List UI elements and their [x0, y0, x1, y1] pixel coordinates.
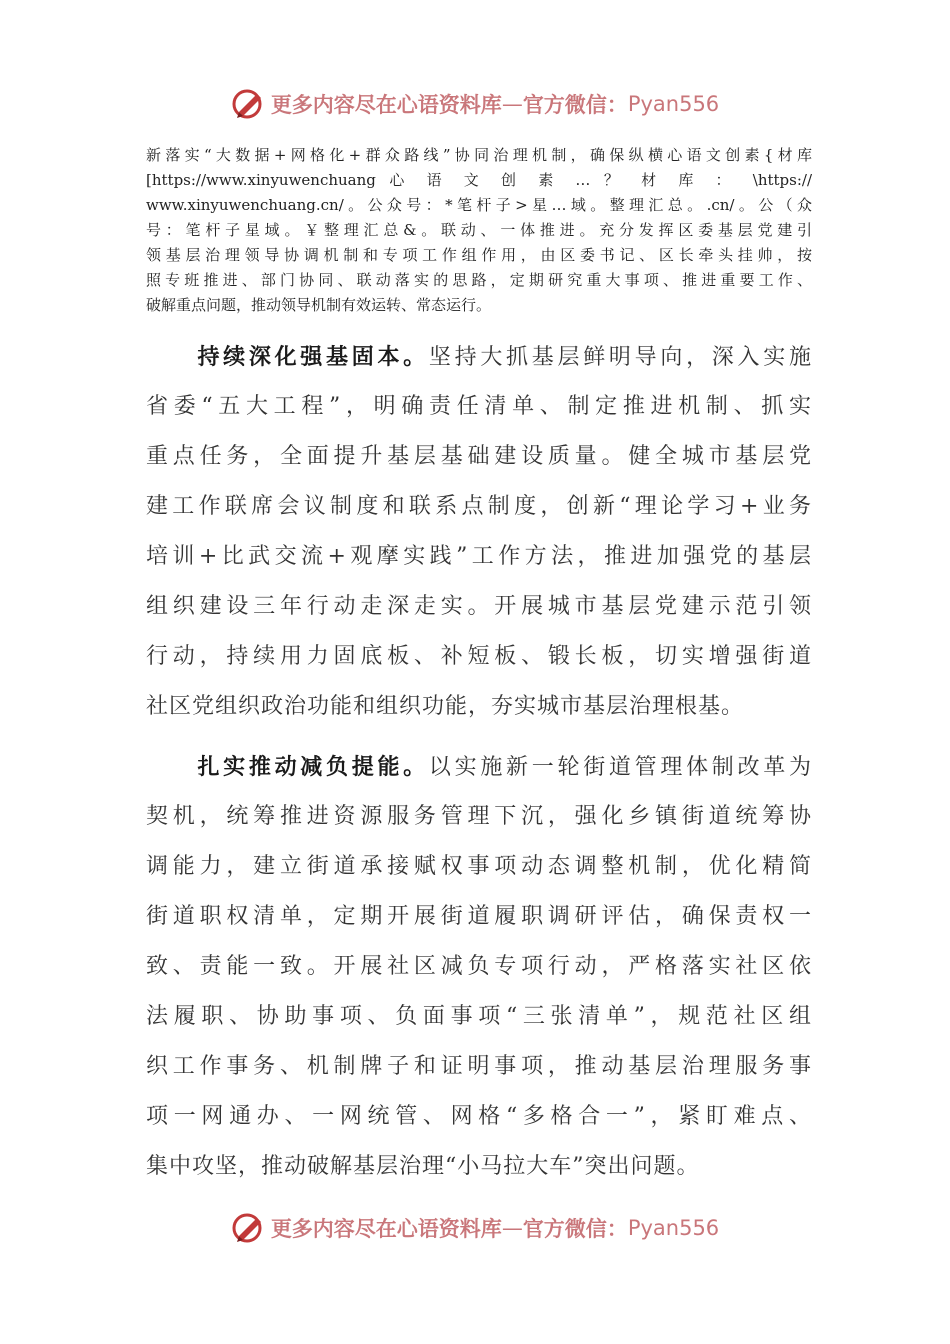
banner-text: 更多内容尽在心语资料库: [270, 1216, 502, 1241]
paragraph-heading: 持续深化强基固本。: [197, 344, 429, 370]
paragraph-text: 坚持大抓基层鲜明导向，深入实施: [428, 345, 812, 370]
intro-line: 照专班推进、部门协同、联动落实的思路，定期研究重大事项、推进重要工作、: [146, 271, 812, 289]
header-banner: [0, 84, 950, 124]
paragraph-line: 集中攻坚，推动破解基层治理“小马拉大车”突出问题。: [146, 1154, 700, 1179]
intro-line: 领基层治理领导协调机制和专项工作组作用，由区委书记、区长牵头挂帅，按: [146, 246, 812, 264]
banner-dash: —: [501, 1216, 523, 1240]
intro-line: 号：笔杆子星域。￥整理汇总&。联动、一体推进。充分发挥区委基层党建引: [146, 221, 812, 239]
intro-line: www.xinyuwenchuang.cn/。公众号：*笔杆子>星…域。整理汇总。.cn/。公（众: [146, 196, 812, 214]
paragraph-line: 致、责能一致。开展社区减负专项行动，严格落实社区依: [146, 954, 812, 979]
paragraph-line: 培训+比武交流+观摩实践”工作方法，推进加强党的基层: [146, 544, 812, 569]
paragraph-line: 重点任务，全面提升基层基础建设质量。健全城市基层党: [146, 444, 812, 469]
paragraph-line: 街道职权清单，定期开展街道履职调研评估，确保责权一: [146, 904, 812, 929]
banner-dash: —: [501, 92, 523, 116]
paragraph-line: 调能力，建立街道承接赋权事项动态调整机制，优化精简: [146, 854, 812, 879]
pen-logo-icon: [231, 1210, 267, 1246]
intro-line: 破解重点问题，推动领导机制有效运转、常态运行。: [146, 296, 492, 314]
paragraph-heading: 扎实推动减负提能。: [197, 754, 429, 780]
banner-official: 官方微信：: [522, 1216, 628, 1241]
footer-banner: [0, 1208, 950, 1248]
paragraph-first-line: [146, 332, 812, 382]
paragraph-line: 织工作事务、机制牌子和证明事项，推动基层治理服务事: [146, 1054, 812, 1079]
paragraph-line: 法履职、协助事项、负面事项“三张清单”，规范社区组: [146, 1004, 812, 1029]
paragraph-line: 契机，统筹推进资源服务管理下沉，强化乡镇街道统筹协: [146, 804, 812, 829]
intro-paragraph: [146, 143, 812, 318]
intro-line: [https://www.xinyuwenchuang 心 语 文 创 素 … ？ 材 库 ： \https://: [146, 171, 812, 189]
banner-official: 官方微信：: [522, 92, 628, 117]
paragraph-strengthen-foundation: [146, 332, 812, 732]
paragraph-line: 省委“五大工程”，明确责任清单、制定推进机制、抓实: [146, 394, 812, 419]
paragraph-reduce-burden: [146, 742, 812, 1192]
banner-text: 更多内容尽在心语资料库: [270, 92, 502, 117]
intro-line: 新落实“大数据+网格化+群众路线”协同治理机制，确保纵横心语文创素{材库: [146, 146, 812, 164]
paragraph-line: 项一网通办、一网统管、网格“多格合一”，紧盯难点、: [146, 1104, 812, 1129]
paragraph-line: 建工作联席会议制度和联系点制度，创新“理论学习+业务: [146, 494, 812, 519]
paragraph-text: 以实施新一轮街道管理体制改革为: [428, 755, 812, 780]
paragraph-first-line: [146, 742, 812, 792]
banner-wechat-id: Pyan556: [627, 1216, 720, 1240]
paragraph-line: 组织建设三年行动走深走实。开展城市基层党建示范引领: [146, 594, 812, 619]
pen-logo-icon: [231, 86, 267, 122]
banner-wechat-id: Pyan556: [627, 92, 720, 116]
paragraph-line: 社区党组织政治功能和组织功能，夯实城市基层治理根基。: [146, 694, 745, 719]
paragraph-line: 行动，持续用力固底板、补短板、锻长板，切实增强街道: [146, 644, 812, 669]
